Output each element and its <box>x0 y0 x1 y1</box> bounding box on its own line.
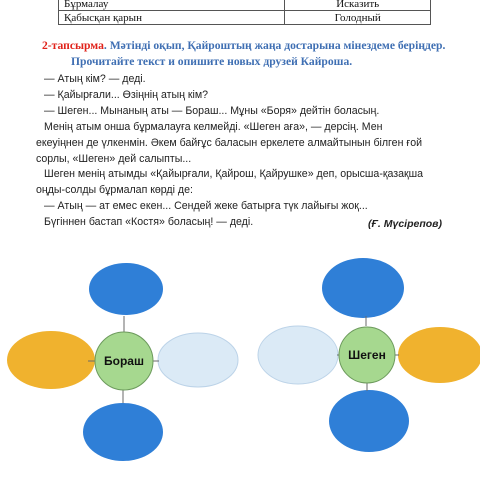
petal-right <box>398 327 480 383</box>
text-line: — Шеген... Мынаның аты — Бораш... Мұны «Боря» дейтін боласың. <box>44 104 380 117</box>
task-instruction-kazakh: . Мәтінді оқып, Қайроштың жаңа достарына мінездеме беріңдер. <box>103 39 446 52</box>
text-line: — Атың — ат емес екен... Сендей жеке батырға түк лайығы жоқ... <box>44 200 368 213</box>
task-number: 2-тапсырма <box>42 39 104 52</box>
text-line: сорлы, «Шеген» дей салыпты... <box>36 152 192 165</box>
task-instruction-russian: Прочитайте текст и опишите новых друзей Кайроша. <box>71 54 353 68</box>
text-line: Менің атым онша бұрмалауға келмейді. «Шеген аға», — дерсің. Мен <box>44 120 383 133</box>
petal-left <box>258 326 338 384</box>
word-kazakh: Бұрмалау <box>59 0 285 11</box>
petal-bottom <box>83 403 163 461</box>
word-russian: Голодный <box>285 11 431 25</box>
petal-top <box>322 258 404 318</box>
text-line: Шеген менің атымды «Қайырғали, Қайрош, Қайрушке» деп, орысша-қазақша <box>44 168 424 181</box>
petal-bottom <box>329 390 409 452</box>
text-line: екеуіңнен де үлкенмін. Әкем байғұс баласын еркелете алмайтынын білген ғой <box>36 136 423 149</box>
diagram-shegen <box>258 258 480 452</box>
word-russian: Исказить <box>285 0 431 11</box>
center-label-borash: Бораш <box>104 354 144 368</box>
author-credit: (Ғ. Мүсірепов) <box>367 218 442 230</box>
diagram-borash <box>7 263 238 461</box>
petal-top <box>89 263 163 315</box>
text-line: — Қайырғали... Өзіңнің атың кім? <box>44 88 209 101</box>
text-line: Бүгіннен бастап «Костя» боласың! — деді. <box>44 216 254 229</box>
petal-left <box>7 331 95 389</box>
center-label-shegen: Шеген <box>348 348 386 362</box>
word-kazakh: Қабысқан қарын <box>59 11 285 25</box>
text-line: оңды-солды бұрмалап көрді де: <box>36 184 193 197</box>
text-line: — Атың кім? — деді. <box>44 73 146 85</box>
petal-right <box>158 333 238 387</box>
